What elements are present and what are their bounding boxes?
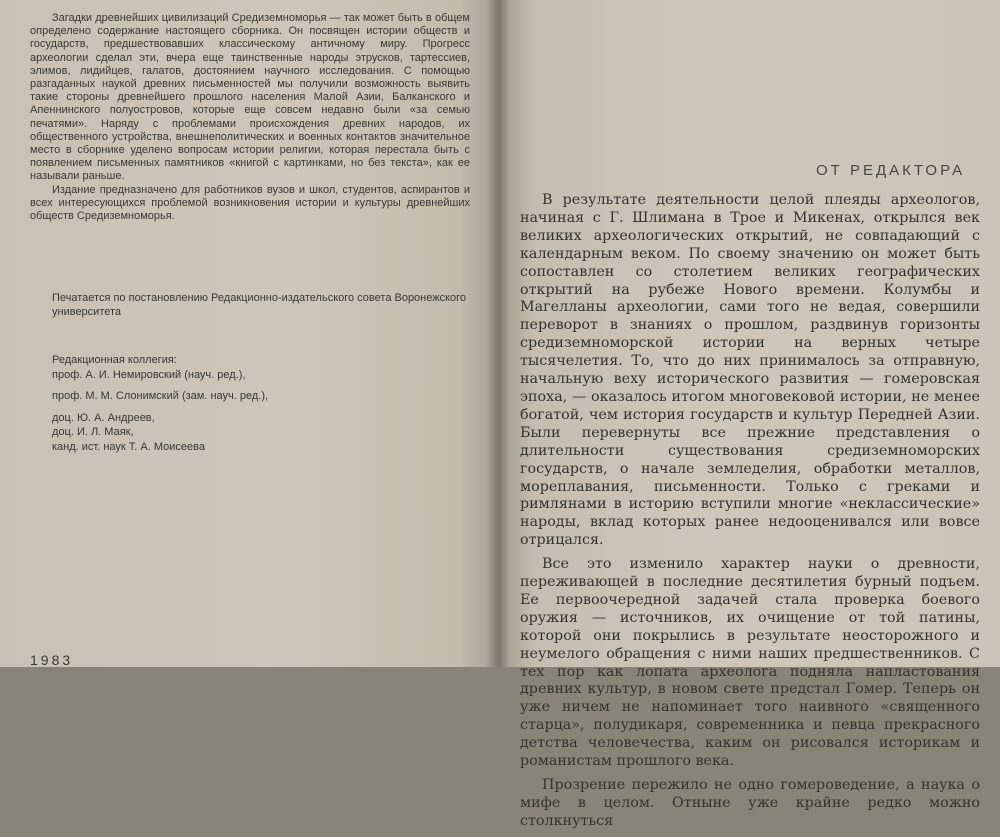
editor-foreword (520, 192, 980, 837)
editorial-board-member: проф. М. М. Слонимский (зам. науч. ред.), (52, 390, 269, 402)
editorial-board-member: канд. ист. наук Т. А. Моисеева (52, 440, 205, 453)
annotation-paragraph: Загадки древнейших цивилизаций Средиземноморья — так может быть в общем определено содержание настоящего сборника. Он посвящен истории обществ и государств, предшествовавших классическому античному миру. Прогресс археологии сделал эти, вчера еще таинственные народы этрусков, тартессиев, элимов, лидийцев, галатов, достоянием научного исследования. С помощью разгаданных наукой древних письменностей мы получили возможность выявить такие стороны древнейшего прошлого населения Малой Азии, Балканского и Апеннинского полуостровов, которые еще совсем недавно были «за семью печатями». Наряду с проблемами происхождения древних народов, их общественного устройства, внешнеполитических и военных контактов значительное место в сборнике уделено вопросам истории религии, которая перестала быть с появлением письменных памятников «книгой с картинками, но без текста», как ее называли раньше. (30, 12, 470, 183)
editorial-board-heading: Редакционная коллегия: (52, 354, 177, 366)
editorial-board-member: проф. А. И. Немировский (науч. ред.), (52, 368, 246, 381)
left-page (0, 0, 498, 667)
publication-imprint: Печатается по постановлению Редакционно-издательского совета Воронежского университета (52, 292, 467, 318)
foreword-paragraph: Все это изменило характер науки о древности, переживающей в последние десятилетия бурный подъем. Ее первоочередной задачей стала проверка боевого оружия — источников, их очищение от той патины, которой они покрылись в результате неосторожного и неумелого обращения с ними наших предшественников. С тех пор как лопата археолога подняла напластования древних культур, в новом свете предстал Гомер. Теперь он уже ничем не напоминает того наивного «священного старца», полудикаря, современника и певца прекрасного детства человечества, каким он рисовался историкам и романистам прошлого века. (520, 556, 980, 770)
book-annotation (30, 12, 470, 223)
right-page (498, 0, 1000, 829)
page-folio: 1983 (30, 652, 74, 668)
editorial-board-member: доц. Ю. А. Андреев, (52, 411, 155, 424)
editorial-board (52, 353, 472, 454)
foreword-paragraph: Прозрение пережило не одно гомероведение, а наука о мифе в целом. Отныне уже крайне редко можно столкнуться (520, 777, 980, 829)
foreword-paragraph: В результате деятельности целой плеяды археологов, начиная с Г. Шлимана в Трое и Микенах, открылся век великих археологических открытий, не совпадающий с календарным веком. По своему значению он может быть сопоставлен со столетием великих географических открытий на рубеже Нового времени. Колумбы и Магелланы археологии, сами того не ведая, совершили переворот в знаниях о прошлом, раздвинув горизонты средиземноморской истории на верных четыре тысячелетия. То, что до них принималось за отправную, начальную веху исторического развития — гомеровская эпоха, — оказалось итогом многовековой истории, не менее богатой, чем история государств и культур Передней Азии. Были перевернуты все прежние представления о длительности существования средиземноморских государств, о начале земледелия, обработки металлов, мореплавания, письменности. Только с греками и римлянами в историю вступили многие «неклассические» народы, вклад которых ранее недооценивался или вовсе отрицался. (520, 192, 980, 549)
annotation-paragraph: Издание предназначено для работников вузов и школ, студентов, аспирантов и всех интересующихся проблемой возникновения истории и культуры древнейших обществ Средиземноморья. (30, 183, 470, 223)
book-spine-gutter (486, 0, 510, 667)
section-heading: ОТ РЕДАКТОРА (816, 162, 966, 179)
editorial-board-member: доц. И. Л. Маяк, (52, 426, 134, 438)
